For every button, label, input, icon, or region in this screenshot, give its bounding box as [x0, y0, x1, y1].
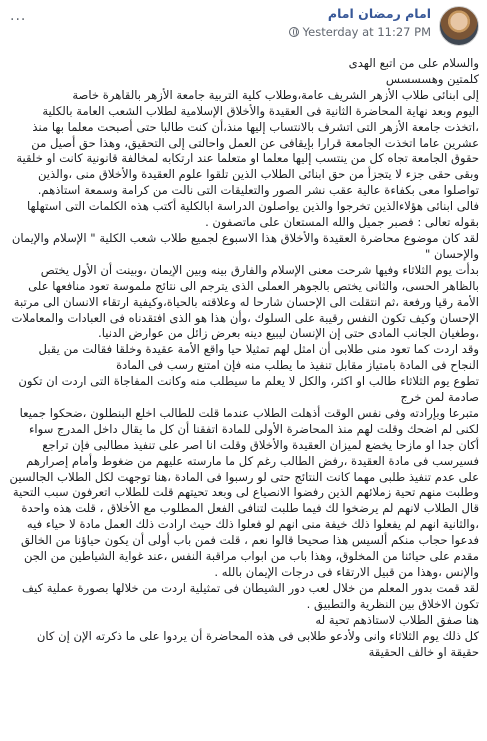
globe-icon [289, 27, 299, 37]
post-time[interactable]: Yesterday at 11:27 PM [302, 25, 431, 39]
paragraph: كل ذلك يوم الثلاثاء وانى ولأدعو طلابى فى هذه المحاضرة أن يردوا على ما ذكرته الإن إن كان حقيقة او خالف الحقيقة [36, 628, 479, 659]
post-header [0, 0, 487, 50]
paragraph: لقد كان موضوع محاضرة العقيدة والأخلاق هذا الاسبوع لجميع طلاب شعب الكلية " الإسلام والإيمان والإحسان " [11, 230, 479, 261]
paragraph: وبقى حقى جزء لا يتجزأ من حق ابنائى الطلاب الذين تلقوا علوم العقيدة والأخلاق منى ،والذين تواصلوا معى بكفاءة عالية عقب نشر الصور والتعليقات التى نالت من كرامة وسمعة استاذهم. [37, 167, 479, 198]
paragraph: متبرعا وبإرادته وفى نفس الوقت أذهلت الطلاب عندما قلت للطالب اخلع البنطلون ،ضحكوا جميعا لكنى لم اضحك وقلت لهم منذ المحاضرة الأولى للمادة اتفقنا أن كل ما يقال داخل المدرج سواء أكان جدا او مازحا يخضع لميزان العقيدة والأخلاق وقلت انا اصر على تنفيذ مطالبى فإن تراجع فسيرسب فى مادة العقيدة ،رفض الطالب رغم كل ما مارسته عليهم من ضغوط وأمام إصرارهم على عدم تنفيذ طلبى مهما كانت النتائج حتى لو رسبوا فى المادة ،هنا توجهت لكل الطلاب الجالسين وطلبت منهم تحية زملائهم الذين رفضوا الانصياع لى وبعد تحيتهم قلت للطلاب اتعرفون سبب التحية قال الطلاب لانهم لم يرضخوا لك فيما طلبت لتنافى الفعل المطلوب مع الأخلاق ، قلت هذه واحدة ،والثانية انهم لم يفعلوا ذلك خيفة منى انهم لو فعلوا ذلك حيث ارادت ذلك العمل مادة لا حياء فيه فدعوا حجاب منكم ألسيس هذا صحيحا قالوا نعم ، قلت فمن باب أولى أن يكون حياؤنا من الخالق مقدم على حيائنا من المخلوق، وهذا باب من ابواب مراقبة النفس ،عند غواية الشياطين من الجن والإنس ،وهذا من قبيل الارتقاء فى درجات الإيمان بالله . [9, 405, 479, 579]
avatar[interactable] [439, 6, 479, 46]
paragraph: اليوم وبعد نهاية المحاضرة الثانية فى العقيدة والأخلاق الإسلامية لطلاب الشعب العامة بالكلية ،اتخذت جامعة الأزهر التى اتشرف بالانتساب إليها منذ،أن كنت طالبا حتى أصبحت معلما بها منذ عشرين عاما اتخذت الجامعة قرارا بإيقافى عن العمل واحالتى إلى التحقيق، وهذا حق أصيل من حقوق الجامعة تجاه كل من ينتسب إليها معلما او متعلما عند ارتكابه لمخالفة قانونية كانت او خلقية [16, 103, 479, 166]
paragraph: بدأت يوم الثلاثاء وفيها شرحت معنى الإسلام والفارق بينه وبين الإيمان ،وبينت أن الأول يختص بالظاهر الحسى، والثانى يختص بالجوهر العملى الذى يترجم الى نتائج ملموسة تعود منافعها على الأمة رقيا ورفعة ،ثم انتقلت الى الإحسان شارحا له وعلاقته بالحياة،وكيفية ارتقاء الانسان الى مرتبة الإحسان وكيف تكون النفس رقيبة على السلوك ،وأن هذا هو الذى افتقدناه فى العبادات والمعاملات ،وطغيان الجانب المادى حتى إن الإنسان ليبيع دينه بعرض زائل من عوارض الدنيا. [11, 262, 479, 341]
paragraph: وقد اردت كما تعود منى طلابى أن امثل لهم تمثيلا حيا واقع الأمة عقيدة وخلقا فقالت من يقبل النجاح فى المادة بامتياز مقابل تنفيذ ما يطلب منه فإن امتنع رسب فى المادة [38, 342, 479, 373]
paragraph: هنا صفق الطلاب لاستاذهم تحية له [315, 612, 479, 627]
paragraph: إلى ابنائى طلاب الأزهر الشريف عامة،وطلاب كلية التربية جامعة الأزهر بالقاهرة خاصة [72, 87, 479, 102]
paragraph: كلمتين وهسسسس [385, 71, 479, 86]
paragraph: والسلام على من اتبع الهدى [348, 56, 479, 70]
author-name[interactable]: امام رمضان امام [327, 6, 431, 21]
post-meta [289, 25, 431, 39]
more-options-icon[interactable]: ··· [10, 12, 27, 28]
post-body [0, 50, 487, 660]
paragraph: لقد قمت بدور المعلم من خلال لعب دور الشيطان فى تمثيلية اردت من خلالها بصورة عملية كيف تكون الاخلاق بين النظرية والتطبيق . [21, 580, 479, 611]
paragraph: فالى ابنائى هؤلاءالذين تخرجوا والذين يواصلون الدراسة ابالكلية أكتب هذه الكلمات التى استهلها بقوله تعالى : فصبر جميل والله المستعان على ماتصفون . [26, 199, 479, 230]
paragraph: تطوع يوم الثلاثاء طالب او اكثر، والكل لا يعلم ما سيطلب منه وكانت المفاجاة التى اردت ان تكون صادمة لمن خرج [18, 374, 479, 405]
